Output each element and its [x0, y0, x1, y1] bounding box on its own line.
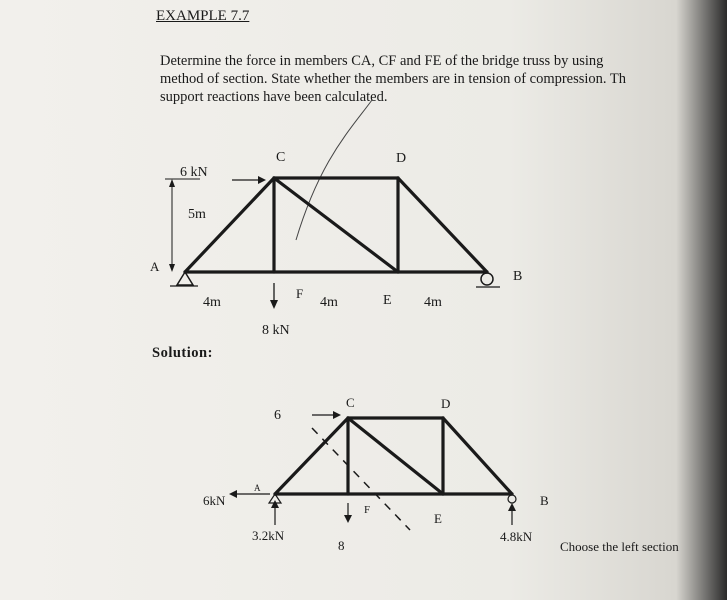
- member-ac: [185, 178, 274, 272]
- reaction-by-label: 4.8kN: [500, 529, 533, 544]
- node-label-f: F: [364, 504, 371, 516]
- node-label-a: A: [254, 483, 261, 493]
- section-note: Choose the left section: [560, 539, 679, 554]
- node-label-d: D: [396, 151, 407, 166]
- member-ce: [274, 178, 398, 272]
- span-label: 4m: [203, 295, 221, 310]
- reaction-ax-arrow-head: [229, 490, 237, 498]
- roller-support-b: [481, 273, 493, 285]
- load-arrow-bottom-head: [344, 515, 352, 523]
- node-label-e: E: [434, 511, 442, 526]
- dim-arrow-up: [169, 179, 175, 187]
- example-heading: EXAMPLE 7.7: [156, 8, 250, 24]
- load-arrow-bottom-head: [270, 300, 278, 309]
- solution-label: Solution:: [152, 345, 213, 361]
- span-label: 4m: [320, 295, 338, 310]
- problem-line: method of section. State whether the members are in tension of compression. Th: [160, 71, 627, 87]
- problem-line: Determine the force in members CA, CF and FE of the bridge truss by using: [160, 53, 604, 69]
- member-ce: [348, 418, 443, 494]
- reaction-by-arrow-head: [508, 503, 516, 511]
- load-label-bottom: 8: [338, 538, 345, 553]
- pin-support-a: [177, 272, 193, 285]
- node-label-c: C: [346, 395, 355, 410]
- reaction-ay-label: 3.2kN: [252, 528, 285, 543]
- node-label-c: C: [276, 150, 286, 165]
- member-ac: [275, 418, 348, 494]
- problem-line: support reactions have been calculated.: [160, 89, 388, 105]
- truss-members: [185, 178, 487, 272]
- node-label-b: B: [540, 493, 549, 508]
- load-arrow-top-head: [258, 176, 266, 184]
- roller-support-b: [508, 495, 516, 503]
- span-label: 4m: [424, 295, 442, 310]
- reaction-ay-arrow-head: [271, 500, 279, 508]
- node-label-b: B: [513, 269, 523, 284]
- load-arrow-top-head: [333, 411, 341, 419]
- section-members: [275, 418, 512, 494]
- load-label-top: 6: [274, 408, 281, 423]
- member-db: [443, 418, 512, 494]
- section-cut-line: [312, 428, 410, 530]
- pen-stroke: [296, 100, 372, 240]
- dim-arrow-down: [169, 264, 175, 272]
- member-db: [398, 178, 487, 272]
- height-label: 5m: [188, 207, 206, 222]
- load-label-top: 6 kN: [180, 165, 208, 180]
- node-label-f: F: [296, 286, 304, 301]
- node-label-e: E: [383, 293, 392, 308]
- load-label-bottom: 8 kN: [262, 323, 290, 338]
- reaction-ax-label: 6kN: [203, 493, 226, 508]
- node-label-d: D: [441, 396, 451, 411]
- node-label-a: A: [150, 259, 160, 274]
